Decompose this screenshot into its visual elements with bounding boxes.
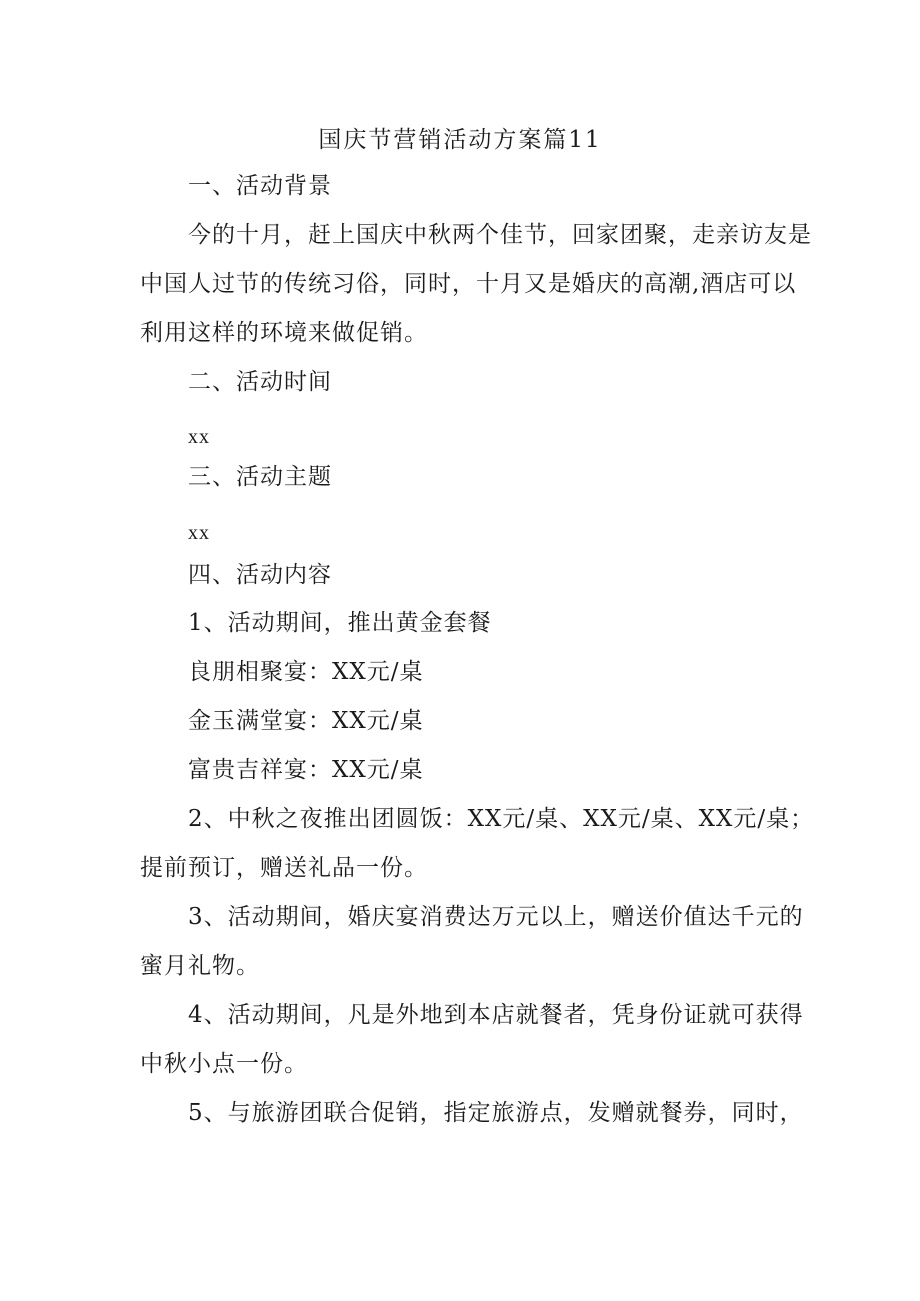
paragraph-line: 中国人过节的传统习俗，同时，十月又是婚庆的高潮,酒店可以	[140, 271, 797, 297]
list-item-continuation: 中秋小点一份。	[140, 1051, 308, 1077]
list-item: 1、活动期间，推出黄金套餐	[188, 610, 492, 636]
section-heading-background: 一、活动背景	[188, 173, 332, 199]
paragraph-line: 利用这样的环境来做促销。	[140, 320, 428, 346]
section-value-theme: xx	[188, 522, 210, 544]
menu-item: 良朋相聚宴：XX元/桌	[188, 659, 424, 685]
list-item-continuation: 蜜月礼物。	[140, 953, 260, 979]
list-item: 2、中秋之夜推出团圆饭：XX元/桌、XX元/桌、XX元/桌；	[188, 806, 815, 832]
section-value-time: xx	[188, 426, 210, 448]
list-item-continuation: 提前预订，赠送礼品一份。	[140, 855, 428, 881]
paragraph-line: 今的十月，赶上国庆中秋两个佳节，回家团聚，走亲访友是	[188, 222, 812, 248]
list-item: 3、活动期间，婚庆宴消费达万元以上，赠送价值达千元的	[188, 904, 804, 930]
menu-item: 金玉满堂宴：XX元/桌	[188, 708, 424, 734]
list-item: 5、与旅游团联合促销，指定旅游点，发赠就餐券，同时，	[188, 1100, 804, 1126]
section-heading-content: 四、活动内容	[188, 562, 332, 588]
section-heading-theme: 三、活动主题	[188, 464, 332, 490]
section-heading-time: 二、活动时间	[188, 369, 332, 395]
list-item: 4、活动期间，凡是外地到本店就餐者，凭身份证就可获得	[188, 1002, 804, 1028]
menu-item: 富贵吉祥宴：XX元/桌	[188, 757, 424, 783]
document-title: 国庆节营销活动方案篇11	[318, 127, 602, 153]
